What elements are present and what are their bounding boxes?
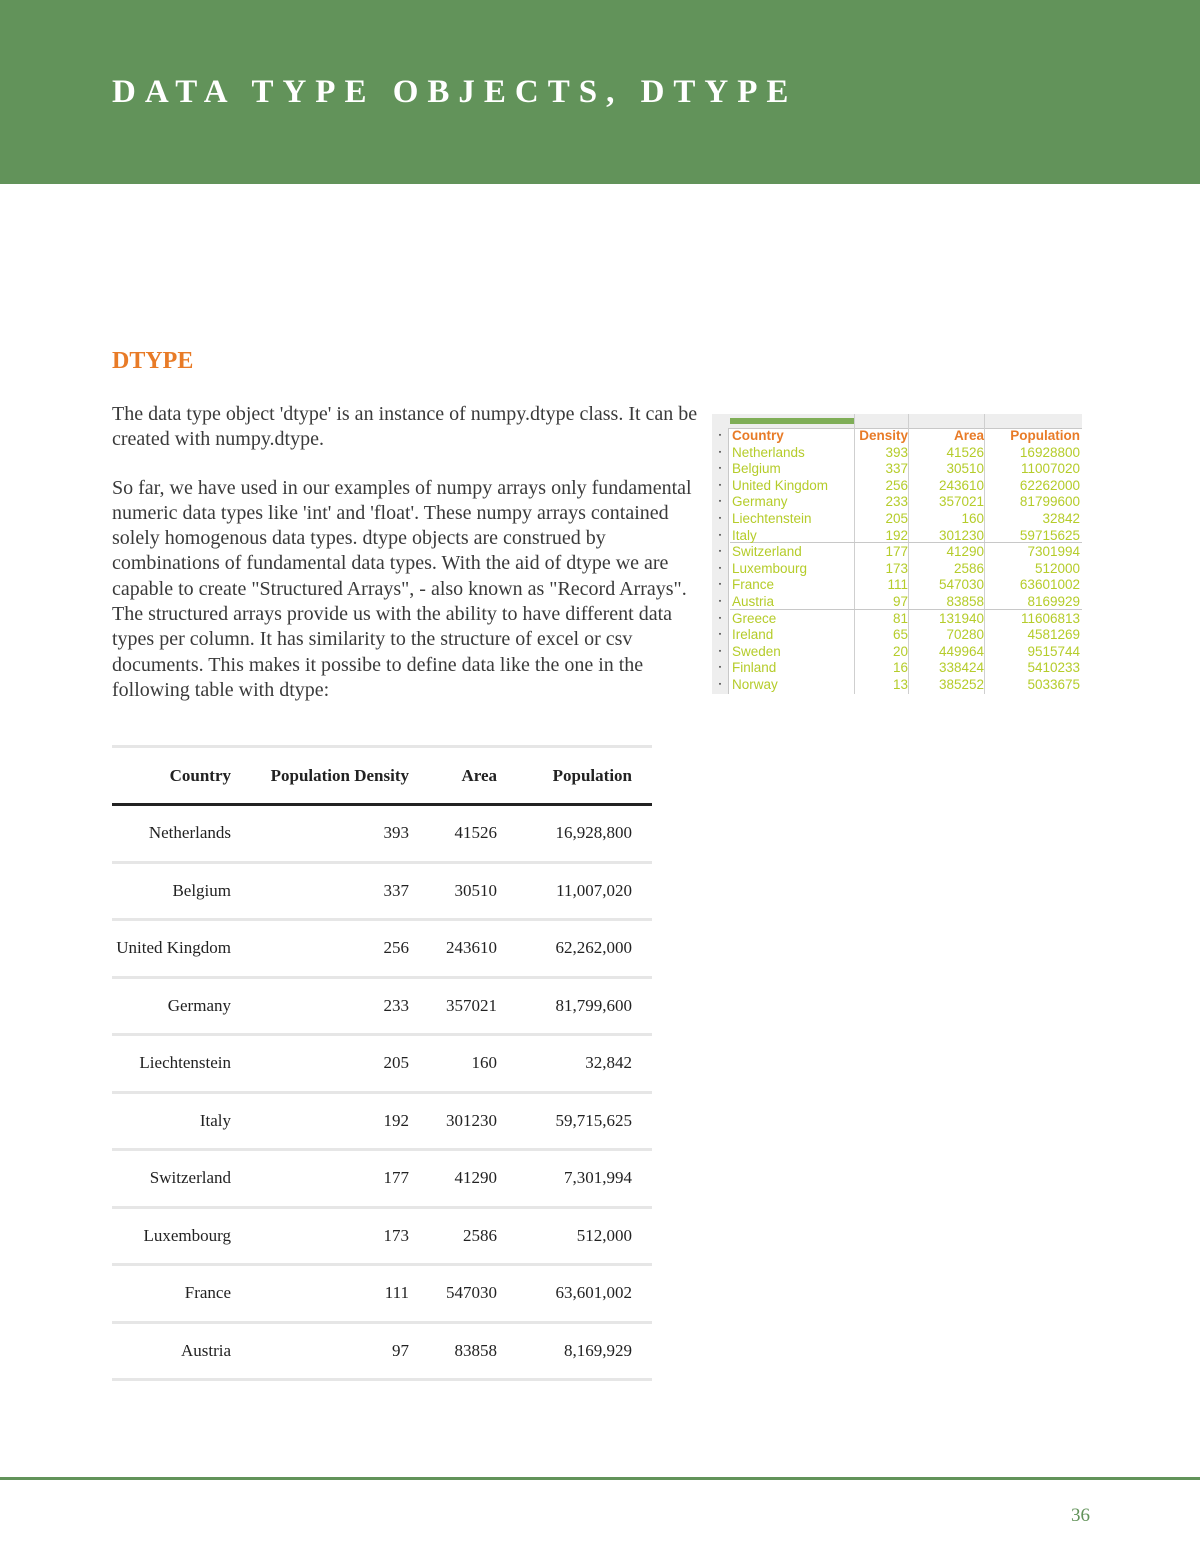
table-cell: 173 xyxy=(249,1207,427,1265)
paragraph-structured-arrays: So far, we have used in our examples of numpy arrays only fundamental numeric data types like 'int' and 'float'. These numpy arrays contained solely homogenous data types. dtype objects are construed by combinations of fundamental data types. With the aid of dtype we are capable to create "Structured Arrays", - also known as "Record Arrays". The structured arrays provide us with the ability to have different data types per column. It has similarity to the structure of excel or csv documents. This makes it possibe to define data like the one in the following table with dtype: xyxy=(112,476,692,701)
table-row xyxy=(112,1150,652,1208)
table-cell: Austria xyxy=(112,1322,249,1380)
footer-divider xyxy=(0,1477,1200,1480)
table-cell: 97 xyxy=(249,1322,427,1380)
table-cell: Italy xyxy=(112,1092,249,1150)
table-cell: 59,715,625 xyxy=(515,1092,652,1150)
spreadsheet-cell: 2586 xyxy=(953,560,984,576)
table-row xyxy=(112,1265,652,1323)
spreadsheet-cell: 385252 xyxy=(938,677,984,692)
spreadsheet-cell: 41526 xyxy=(946,444,984,460)
spreadsheet-cell: 173 xyxy=(885,560,908,576)
spreadsheet-cell: United Kingdom xyxy=(732,477,829,493)
spreadsheet-cell: 9515744 xyxy=(1027,643,1080,659)
column-header-population: Population xyxy=(515,747,652,805)
row-number-marker: ▪ xyxy=(718,498,722,506)
spreadsheet-cell: 177 xyxy=(885,544,908,560)
table-cell: France xyxy=(112,1265,249,1323)
page-title: DATA TYPE OBJECTS, DTYPE xyxy=(112,74,798,110)
spreadsheet-cell: 449964 xyxy=(938,643,984,659)
table-row xyxy=(112,1092,652,1150)
spreadsheet-cell: 5410233 xyxy=(1027,660,1080,676)
table-cell: Germany xyxy=(112,977,249,1035)
table-cell: 41290 xyxy=(427,1150,515,1208)
spreadsheet-cell: France xyxy=(732,577,775,593)
spreadsheet-cell: 256 xyxy=(885,477,908,493)
table-header-row xyxy=(112,747,652,805)
spreadsheet-cell: 160 xyxy=(961,511,984,526)
table-row xyxy=(112,920,652,978)
country-data-table xyxy=(112,745,652,1381)
row-number-marker: ▪ xyxy=(718,548,722,556)
row-number-marker: ▪ xyxy=(718,631,722,639)
table-cell: 30510 xyxy=(427,862,515,920)
spreadsheet-cell: Finland xyxy=(732,660,777,676)
table-cell: 83858 xyxy=(427,1322,515,1380)
row-number-marker: ▪ xyxy=(718,448,722,456)
row-number-marker: ▪ xyxy=(718,647,722,655)
spreadsheet-cell: 393 xyxy=(885,444,908,460)
table-cell: 16,928,800 xyxy=(515,805,652,863)
row-number-marker: ▪ xyxy=(718,614,722,622)
spreadsheet-cell: Population xyxy=(1010,428,1080,443)
row-number-marker: ▪ xyxy=(718,664,722,672)
spreadsheet-row xyxy=(730,577,1082,594)
body-text xyxy=(112,402,708,726)
spreadsheet-cell: Area xyxy=(953,428,984,443)
selected-column-indicator xyxy=(730,418,854,424)
table-cell: 32,842 xyxy=(515,1035,652,1093)
table-cell: 301230 xyxy=(427,1092,515,1150)
spreadsheet-cell: Switzerland xyxy=(732,544,802,560)
page-number: 36 xyxy=(1071,1505,1090,1526)
spreadsheet-cell: Country xyxy=(732,428,784,443)
table-row xyxy=(112,977,652,1035)
spreadsheet-cell: 337 xyxy=(885,461,908,477)
spreadsheet-cell: 97 xyxy=(892,594,908,609)
spreadsheet-cell: Liechtenstein xyxy=(732,511,812,526)
row-number-marker: ▪ xyxy=(718,581,722,589)
table-cell: Switzerland xyxy=(112,1150,249,1208)
spreadsheet-cell: 11007020 xyxy=(1020,461,1080,477)
table-row xyxy=(112,1035,652,1093)
spreadsheet-cell: 512000 xyxy=(1034,560,1080,576)
spreadsheet-cell: 20 xyxy=(892,643,908,659)
spreadsheet-cell: 16928800 xyxy=(1019,444,1080,460)
spreadsheet-cell: 111 xyxy=(887,577,908,593)
spreadsheet-row xyxy=(730,478,1082,495)
spreadsheet-cell: 301230 xyxy=(938,527,984,543)
spreadsheet-cell: 16 xyxy=(892,660,908,676)
spreadsheet-cell: 65 xyxy=(892,627,908,643)
spreadsheet-cell: 4581269 xyxy=(1027,627,1080,643)
spreadsheet-cell: 131940 xyxy=(938,610,984,626)
spreadsheet-cell: Sweden xyxy=(732,643,781,659)
spreadsheet-header-row xyxy=(730,428,1082,445)
spreadsheet-cell: Belgium xyxy=(732,461,781,477)
spreadsheet-cell: 59715625 xyxy=(1019,527,1080,543)
column-header-population-density: Population Density xyxy=(249,747,427,805)
table-cell: 357021 xyxy=(427,977,515,1035)
spreadsheet-cell: 8169929 xyxy=(1027,594,1080,609)
table-cell: 547030 xyxy=(427,1265,515,1323)
spreadsheet-cell: 70280 xyxy=(946,627,984,643)
table-cell: United Kingdom xyxy=(112,920,249,978)
row-number-marker: ▪ xyxy=(718,515,722,522)
table-cell: 11,007,020 xyxy=(515,862,652,920)
table-row xyxy=(112,1207,652,1265)
table-cell: 8,169,929 xyxy=(515,1322,652,1380)
row-number-marker: ▪ xyxy=(718,598,722,605)
spreadsheet-cell: Austria xyxy=(732,594,775,609)
table-cell: 160 xyxy=(427,1035,515,1093)
table-cell: Luxembourg xyxy=(112,1207,249,1265)
table-row xyxy=(112,862,652,920)
spreadsheet-row xyxy=(730,511,1082,528)
spreadsheet-row xyxy=(730,445,1082,462)
spreadsheet-cell: Ireland xyxy=(732,627,774,643)
row-number-marker: ▪ xyxy=(718,432,722,439)
table-cell: Netherlands xyxy=(112,805,249,863)
spreadsheet-cell: 32842 xyxy=(1042,511,1080,526)
table-cell: 256 xyxy=(249,920,427,978)
spreadsheet-cell: 13 xyxy=(892,677,908,692)
spreadsheet-cell: 7301994 xyxy=(1027,544,1080,560)
row-number-marker: ▪ xyxy=(718,465,722,473)
table-row xyxy=(112,1322,652,1380)
spreadsheet-cell: Germany xyxy=(732,494,788,510)
spreadsheet-screenshot xyxy=(712,414,1082,694)
spreadsheet-row xyxy=(730,544,1082,561)
spreadsheet-row xyxy=(730,594,1082,611)
spreadsheet-row xyxy=(730,644,1082,661)
spreadsheet-row xyxy=(730,660,1082,677)
spreadsheet-cell: 233 xyxy=(885,494,908,510)
row-number-marker: ▪ xyxy=(718,564,722,572)
table-cell: 512,000 xyxy=(515,1207,652,1265)
spreadsheet-cell: Netherlands xyxy=(732,444,805,460)
spreadsheet-cell: 243610 xyxy=(938,477,984,493)
spreadsheet-cell: 83858 xyxy=(946,594,984,609)
table-cell: 205 xyxy=(249,1035,427,1093)
spreadsheet-row-numbers xyxy=(712,428,729,694)
table-cell: 393 xyxy=(249,805,427,863)
table-body xyxy=(112,805,652,1380)
table-cell: 81,799,600 xyxy=(515,977,652,1035)
row-number-marker: ▪ xyxy=(718,681,722,688)
spreadsheet-row xyxy=(730,528,1082,545)
table-cell: 243610 xyxy=(427,920,515,978)
spreadsheet-cell: 81799600 xyxy=(1019,494,1080,510)
table-cell: 2586 xyxy=(427,1207,515,1265)
spreadsheet-cell: 63601002 xyxy=(1019,577,1080,593)
section-heading: DTYPE xyxy=(112,348,194,374)
table-cell: Liechtenstein xyxy=(112,1035,249,1093)
spreadsheet-cell: Greece xyxy=(732,610,777,626)
row-number-marker: ▪ xyxy=(718,531,722,539)
row-number-marker: ▪ xyxy=(718,481,722,489)
spreadsheet-cell: Italy xyxy=(732,527,757,543)
table-cell: 62,262,000 xyxy=(515,920,652,978)
spreadsheet-cell: 62262000 xyxy=(1019,477,1080,493)
spreadsheet-cell: 357021 xyxy=(938,494,984,510)
spreadsheet-cell: 338424 xyxy=(938,660,984,676)
table-cell: 337 xyxy=(249,862,427,920)
spreadsheet-cell: Norway xyxy=(732,677,778,692)
spreadsheet-row xyxy=(730,627,1082,644)
spreadsheet-cell: 205 xyxy=(885,511,908,526)
table-row xyxy=(112,805,652,863)
spreadsheet-row xyxy=(730,461,1082,478)
spreadsheet-cell: 11606813 xyxy=(1020,610,1080,626)
spreadsheet-row xyxy=(730,494,1082,511)
table-cell: 192 xyxy=(249,1092,427,1150)
paragraph-intro: The data type object 'dtype' is an instance of numpy.dtype class. It can be created with numpy.dtype. xyxy=(112,403,698,451)
table-cell: 7,301,994 xyxy=(515,1150,652,1208)
spreadsheet-cell: 5033675 xyxy=(1027,677,1080,692)
table-cell: 177 xyxy=(249,1150,427,1208)
table-cell: 63,601,002 xyxy=(515,1265,652,1323)
table-cell: 233 xyxy=(249,977,427,1035)
spreadsheet-column-header xyxy=(712,414,1082,429)
spreadsheet-row xyxy=(730,561,1082,578)
column-header-country: Country xyxy=(112,747,249,805)
spreadsheet-cell: Luxembourg xyxy=(732,560,808,576)
table-cell: 111 xyxy=(249,1265,427,1323)
spreadsheet-row xyxy=(730,677,1082,694)
spreadsheet-cell: Density xyxy=(859,428,908,443)
title-banner xyxy=(0,0,1200,184)
table-cell: 41526 xyxy=(427,805,515,863)
spreadsheet-cell: 30510 xyxy=(946,461,984,477)
spreadsheet-row xyxy=(730,611,1082,628)
spreadsheet-cell: 547030 xyxy=(938,577,984,593)
table-cell: Belgium xyxy=(112,862,249,920)
spreadsheet-cell: 81 xyxy=(892,610,908,626)
column-header-area: Area xyxy=(427,747,515,805)
spreadsheet-cell: 192 xyxy=(885,527,908,543)
spreadsheet-cell: 41290 xyxy=(946,544,984,560)
